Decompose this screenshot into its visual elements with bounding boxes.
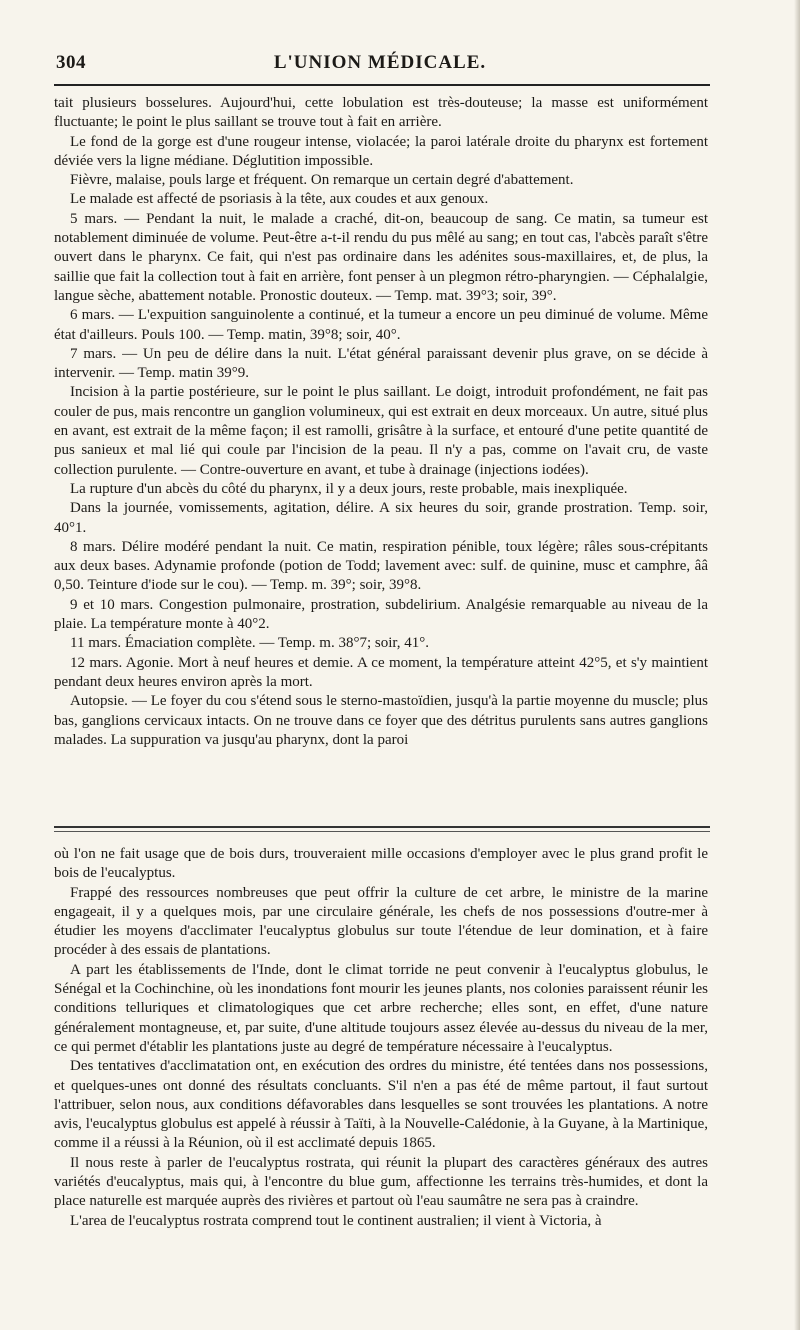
paragraph: A part les établissements de l'Inde, dont le climat torride ne peut convenir à l'eucalyptus globulus, le Sénégal et la Cochinchine, où les inondations font mourir les jeunes plants, nos colonies paraissent réunir les conditions telluriques et climatologiques que cet arbre recherche; elles sont, en effet, d'une nature généralement montagneuse, et, par suite, d'une altitude toujours assez élevée au-dessus du niveau de la mer, ce qui permet d'établir les plantations juste au degré de température nécessaire à l'eucalyptus. bbox=[54, 961, 708, 1055]
paragraph: 6 mars. — L'expuition sanguinolente a continué, et la tumeur a encore un peu diminué de volume. Même état d'ailleurs. Pouls 100. — Temp. matin, 39°8; soir, 40°. bbox=[54, 307, 708, 343]
paragraph: 5 mars. — Pendant la nuit, le malade a craché, dit-on, beaucoup de sang. Ce matin, sa tumeur est notablement diminuée de volume. Peut-être a-t-il rendu du pus mêlé au sang; en tout cas, l'abcès paraît s'être ouvert dans le pharynx. Ce fait, qui n'est pas ordinaire dans les adénites sous-maxillaires, et, de plus, la saillie que fait la collection tout à fait en arrière, font penser à un plegmon rétro-pharyngien. — Céphalalgie, langue sèche, abattement notable. Pronostic douteux. — Temp. mat. 39°3; soir, 39°. bbox=[54, 210, 708, 304]
page-edge-shadow bbox=[794, 0, 800, 1330]
paragraph: Autopsie. — Le foyer du cou s'étend sous le sterno-mastoïdien, jusqu'à la partie moyenne du muscle; plus bas, ganglions cervicaux intacts. On ne trouve dans ce foyer que des détritus purulents sans autres ganglions malades. La suppuration va jusqu'au pharynx, dont la paroi bbox=[54, 693, 708, 748]
paragraph: 9 et 10 mars. Congestion pulmonaire, prostration, subdelirium. Analgésie remarquable au niveau de la plaie. La température monte à 40°2. bbox=[54, 596, 708, 633]
paragraph: 11 mars. Émaciation complète. — Temp. m. 38°7; soir, 41°. bbox=[70, 635, 430, 652]
section-divider bbox=[54, 826, 710, 828]
paragraph: L'area de l'eucalyptus rostrata comprend tout le continent australien; il vient à Victoria, à bbox=[70, 1212, 602, 1229]
case-report-section bbox=[54, 94, 708, 750]
paragraph: où l'on ne fait usage que de bois durs, trouveraient mille occasions d'employer avec le plus grand profit le bois de l'eucalyptus. bbox=[54, 846, 708, 882]
paragraph: tait plusieurs bosselures. Aujourd'hui, cette lobulation est très-douteuse; la masse est uniformément fluctuante; le point le plus saillant se trouve tout à fait en arrière. bbox=[54, 95, 708, 131]
paragraph: La rupture d'un abcès du côté du pharynx, il y a deux jours, reste probable, mais inexpliquée. bbox=[70, 480, 628, 497]
paragraph: 8 mars. Délire modéré pendant la nuit. Ce matin, respiration pénible, toux légère; râles sous-crépitants aux deux bases. Adynamie profonde (potion de Todd; lavement avec: sulf. de quinine, musc et camphre, ââ 0,50. Teinture d'iode sur le cou). — Temp. m. 39°; soir, 39°8. bbox=[54, 538, 708, 594]
paragraph: Des tentatives d'acclimatation ont, en exécution des ordres du ministre, été tentées dans nos possessions, et quelques-unes ont donné des résultats concluants. S'il n'en a pas été de même partout, il faut surtout l'attribuer, selon nous, aux conditions défavorables dans lesquelles se sont trouvées les plantations. A notre avis, l'eucalyptus globulus est appelé à réussir à Taïti, à la Nouvelle-Calédonie, à la Guyane, à la Martinique, comme il a réussi à la Réunion, où il est acclimaté depuis 1865. bbox=[54, 1058, 708, 1152]
page-header bbox=[50, 46, 710, 76]
eucalyptus-article-section bbox=[54, 845, 708, 1231]
paragraph: Fièvre, malaise, pouls large et fréquent. On remarque un certain degré d'abattement. bbox=[70, 172, 574, 189]
paragraph: 7 mars. — Un peu de délire dans la nuit. L'état général paraissant devenir plus grave, on se décide à intervenir. — Temp. matin 39°9. bbox=[54, 345, 708, 382]
paragraph: Dans la journée, vomissements, agitation, délire. A six heures du soir, grande prostration. Temp. soir, 40°1. bbox=[54, 500, 708, 536]
paragraph: Frappé des ressources nombreuses que peut offrir la culture de cet arbre, le ministre de la marine engageait, il y a quelques mois, par une circulaire générale, les chefs de nos possessions d'outre-mer à étudier les moyens d'acclimater l'eucalyptus globulus sur toute l'étendue de leur domination, et à faire procéder à des essais de plantations. bbox=[54, 884, 708, 959]
paragraph: Incision à la partie postérieure, sur le point le plus saillant. Le doigt, introduit profondément, ne fait pas couler de pus, mais rencontre un ganglion volumineux, qui est extrait en deux morceaux. Un autre, situé plus en avant, est extrait de la même façon; il est ramolli, grisâtre à la surface, et entouré d'une petite quantité de pus sanieux et mal lié qui coule par l'incision de la peau. Il n'y a pas, comme on l'avait cru, de vaste collection purulente. — Contre-ouverture en avant, et tube à drainage (injections iodées). bbox=[54, 384, 708, 478]
paragraph: Il nous reste à parler de l'eucalyptus rostrata, qui réunit la plupart des caractères généraux des autres variétés d'eucalyptus, mais qui, à l'encontre du blue gum, affectionne les terrains très-humides, et dont la place naturelle est marquée auprès des rivières et partout où l'eau saumâtre ne sera pas à craindre. bbox=[54, 1154, 708, 1210]
page-number: 304 bbox=[56, 52, 86, 73]
journal-title: L'UNION MÉDICALE. bbox=[273, 52, 487, 73]
paragraph: Le malade est affecté de psoriasis à la tête, aux coudes et aux genoux. bbox=[70, 191, 489, 208]
header-rule bbox=[54, 84, 710, 86]
section-divider-thin bbox=[54, 831, 710, 832]
paragraph: 12 mars. Agonie. Mort à neuf heures et demie. A ce moment, la température atteint 42°5, et s'y maintient pendant deux heures environ après la mort. bbox=[54, 654, 708, 690]
paragraph: Le fond de la gorge est d'une rougeur intense, violacée; la paroi latérale droite du pharynx est fortement déviée vers la ligne médiane. Déglutition impossible. bbox=[54, 133, 708, 169]
